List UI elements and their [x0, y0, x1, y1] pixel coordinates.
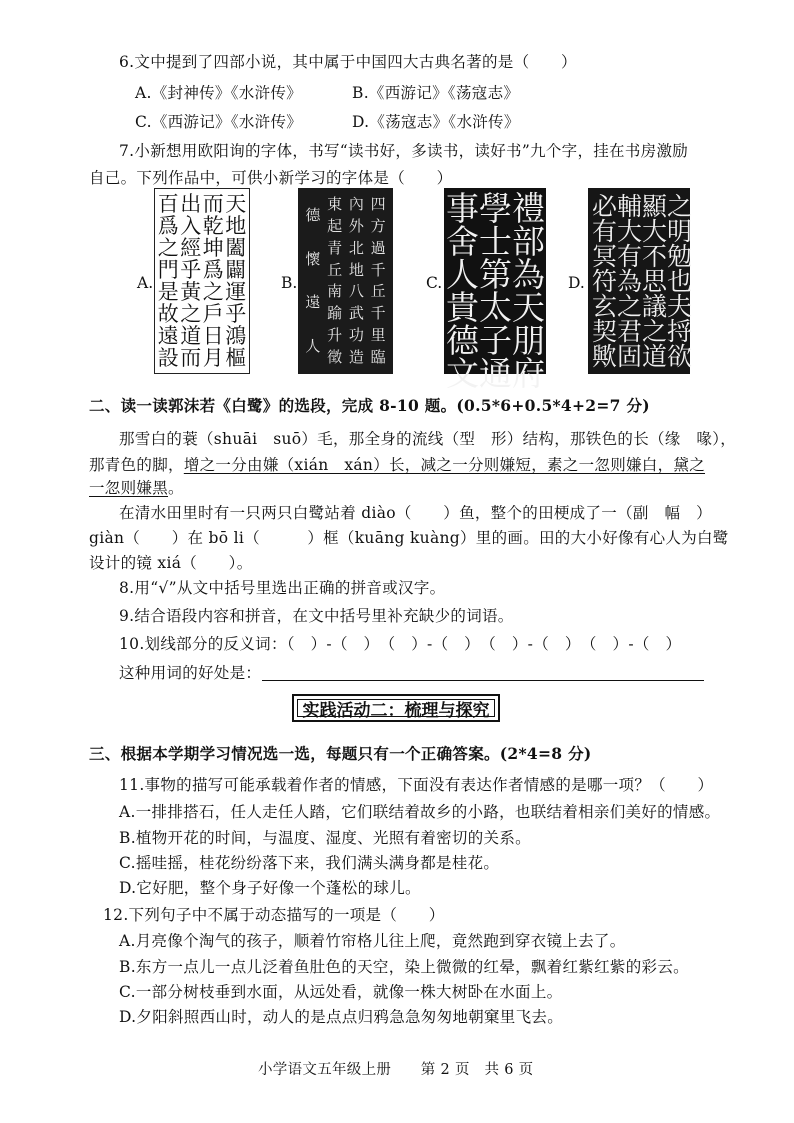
q12-option-c: C.一部分树枝垂到水面，从远处看，就像一株大树卧在水面上。 [119, 983, 563, 1001]
q11-option-a: A.一排排搭石，任人走任人踏，它们联结着故乡的小路，也联结着相亲们美好的情感。 [119, 803, 721, 821]
calligraphy-char: 地 [225, 213, 247, 238]
passage-p1-line3-end: 。 [168, 479, 184, 497]
calligraphy-d-col-1 [667, 192, 693, 371]
calligraphy-char: 大 [617, 217, 643, 246]
calligraphy-a-col-2 [203, 193, 224, 369]
calligraphy-char: 道 [180, 323, 202, 348]
q7-option-b-label: B. [281, 274, 298, 292]
calligraphy-c-col-3 [446, 189, 479, 393]
passage-p1-line2-plain: 那青色的脚， [89, 456, 184, 474]
calligraphy-char: 運 [225, 279, 247, 304]
calligraphy-char: 升 [327, 325, 343, 344]
calligraphy-char: 爲 [202, 257, 224, 282]
calligraphy-sample-b [298, 188, 393, 374]
calligraphy-char: 冥 [592, 242, 618, 271]
calligraphy-char: 德 [446, 321, 479, 360]
q9-stem: 9.结合语段内容和拼音，在文中括号里补充缺少的词语。 [119, 607, 514, 625]
calligraphy-char: 設 [157, 345, 179, 370]
q11-option-d: D.它好肥，整个身子好像一个蓬松的球儿。 [119, 879, 421, 897]
calligraphy-char: 東 [327, 195, 343, 214]
q7-option-c-label: C. [426, 274, 443, 292]
calligraphy-char: 符 [592, 267, 618, 296]
calligraphy-char: 文 [446, 354, 479, 393]
calligraphy-char: 也 [667, 267, 693, 296]
calligraphy-char: 遠 [305, 293, 321, 312]
calligraphy-char: 之 [617, 292, 643, 321]
calligraphy-char: 踰 [327, 304, 343, 323]
calligraphy-char: 思 [642, 267, 668, 296]
calligraphy-char: 勉 [667, 242, 693, 271]
calligraphy-char: 臨 [370, 347, 386, 366]
calligraphy-char: 契 [592, 317, 618, 346]
calligraphy-char: 君 [617, 317, 643, 346]
calligraphy-char: 禮 [512, 189, 545, 228]
calligraphy-char: 懷 [305, 249, 321, 268]
calligraphy-char: 德 [305, 206, 321, 225]
calligraphy-char: 之 [180, 301, 202, 326]
page-footer: 小学语文五年级上册 第 2 页 共 6 页 [258, 1062, 534, 1078]
calligraphy-char: 歟 [592, 342, 618, 371]
calligraphy-char: 月 [202, 345, 224, 370]
passage-underlined-text-2: 一忽则嫌黑 [89, 479, 169, 497]
calligraphy-char: 過 [370, 238, 386, 257]
passage-p1-line1: 那雪白的蓑（shuāi suō）毛，那全身的流线（型 形）结构，那铁色的长（缘 喙）， [119, 430, 737, 448]
q7-stem-line1: 7.小新想用欧阳询的字体，书写“读书好，多读书，读好书”九个字，挂在书房激励 [119, 142, 689, 160]
calligraphy-a-col-3 [180, 193, 201, 369]
calligraphy-char: 徵 [327, 347, 343, 366]
calligraphy-char: 事 [446, 189, 479, 228]
calligraphy-char: 人 [305, 336, 321, 355]
passage-p2-line3: 设计的镜 xiá（ ）。 [89, 554, 253, 572]
calligraphy-char: 朋 [512, 321, 545, 360]
q6-option-b: B.《西游记》《荡寇志》 [352, 84, 520, 102]
calligraphy-char: 天 [512, 288, 545, 327]
q6-option-d: D.《荡寇志》《水浒传》 [352, 113, 520, 131]
q12-option-b: B.东方一点儿一点儿泛着鱼肚色的天空，染上微微的红晕，飘着红紫红紫的彩云。 [119, 958, 689, 976]
q12-stem: 12.下列句子中不属于动态描写的一项是（ ） [103, 906, 445, 924]
q6-option-a: A.《封神传》《水浒传》 [135, 84, 302, 102]
calligraphy-char: 而 [180, 345, 202, 370]
calligraphy-char: 議 [642, 292, 668, 321]
calligraphy-char: 而 [202, 191, 224, 216]
q11-option-c: C.摇哇摇，桂花纷纷落下来，我们满头满身都是桂花。 [119, 854, 500, 872]
q6-stem: 6.文中提到了四部小说，其中属于中国四大古典名著的是（ ） [119, 53, 577, 71]
calligraphy-char: 有 [617, 242, 643, 271]
calligraphy-char: 學 [479, 189, 512, 228]
calligraphy-char: 部 [512, 222, 545, 261]
calligraphy-char: 子 [479, 321, 512, 360]
calligraphy-b-col-1 [371, 194, 386, 368]
calligraphy-sample-a [154, 188, 250, 374]
calligraphy-char: 遠 [157, 323, 179, 348]
calligraphy-char: 通 [479, 354, 512, 393]
calligraphy-tile-c [444, 188, 546, 393]
calligraphy-char: 明 [667, 217, 693, 246]
calligraphy-char: 武 [348, 304, 364, 323]
calligraphy-c-col-2 [479, 189, 512, 393]
calligraphy-char: 欲 [667, 342, 693, 371]
calligraphy-char: 闢 [225, 257, 247, 282]
calligraphy-tile-a [154, 188, 250, 374]
calligraphy-char: 道 [642, 342, 668, 371]
q10-reason-label: 这种用词的好处是： [119, 664, 262, 682]
calligraphy-char: 有 [592, 217, 618, 246]
calligraphy-char: 起 [327, 217, 343, 236]
calligraphy-char: 輔 [617, 192, 643, 221]
calligraphy-char: 是 [157, 279, 179, 304]
calligraphy-char: 樞 [225, 345, 247, 370]
calligraphy-char: 故 [157, 301, 179, 326]
calligraphy-tile-d [588, 188, 693, 374]
calligraphy-char: 人 [446, 255, 479, 294]
calligraphy-char: 為 [512, 255, 545, 294]
calligraphy-char: 為 [617, 267, 643, 296]
calligraphy-char: 里 [370, 325, 386, 344]
q6-option-c: C.《西游记》《水浒传》 [135, 113, 303, 131]
calligraphy-char: 必 [592, 192, 618, 221]
q7-option-a-label: A. [137, 274, 154, 292]
calligraphy-char: 爲 [157, 213, 179, 238]
calligraphy-d-col-2 [642, 192, 668, 371]
calligraphy-char: 黃 [180, 279, 202, 304]
calligraphy-char: 之 [157, 235, 179, 260]
calligraphy-char: 之 [642, 317, 668, 346]
calligraphy-char: 夫 [667, 292, 693, 321]
calligraphy-char: 乎 [225, 301, 247, 326]
calligraphy-char: 方 [370, 217, 386, 236]
calligraphy-b-col-4 [305, 194, 320, 368]
calligraphy-char: 門 [157, 257, 179, 282]
calligraphy-char: 百 [157, 191, 179, 216]
q10-stem: 10.划线部分的反义词：（ ）-（ ） （ ）-（ ） （ ）-（ ） （ ）-（ ） [119, 635, 682, 653]
calligraphy-char: 顯 [642, 192, 668, 221]
calligraphy-char: 地 [348, 260, 364, 279]
calligraphy-char: 玄 [592, 292, 618, 321]
calligraphy-char: 乾 [202, 213, 224, 238]
calligraphy-char: 鴻 [225, 323, 247, 348]
calligraphy-char: 四 [370, 195, 386, 214]
calligraphy-char: 千 [370, 304, 386, 323]
calligraphy-char: 闔 [225, 235, 247, 260]
calligraphy-char: 貴 [446, 288, 479, 327]
q8-stem: 8.用“√”从文中括号里选出正确的拼音或汉字。 [119, 579, 446, 597]
calligraphy-char: 千 [370, 260, 386, 279]
calligraphy-char: 舍 [446, 222, 479, 261]
q12-option-a: A.月亮像个淘气的孩子，顺着竹帘格儿往上爬，竟然跑到穿衣镜上去了。 [119, 932, 626, 950]
calligraphy-char: 北 [348, 238, 364, 257]
calligraphy-char: 之 [202, 279, 224, 304]
calligraphy-b-col-3 [327, 194, 342, 368]
calligraphy-char: 坤 [202, 235, 224, 260]
calligraphy-char: 青 [327, 238, 343, 257]
calligraphy-sample-d [588, 188, 693, 374]
calligraphy-char: 捋 [667, 317, 693, 346]
passage-p2-line2: giàn（ ）在 bō li（ ）框（kuāng kuàng）里的画。田的大小好像有心人为白鹭 [89, 529, 729, 547]
passage-p1-line2 [89, 453, 705, 475]
section-3-title: 三、根据本学期学习情况选一选，每题只有一个正确答案。(2*4=8 分) [89, 744, 592, 763]
calligraphy-char: 功 [348, 325, 364, 344]
calligraphy-char: 經 [180, 235, 202, 260]
calligraphy-char: 不 [642, 242, 668, 271]
calligraphy-char: 之 [667, 192, 693, 221]
passage-p2-line1: 在清水田里时有一只两只白鹭站着 diào（ ）鱼，整个的田梗成了一（副 幅 ） [119, 504, 712, 522]
calligraphy-c-col-1 [512, 189, 545, 393]
calligraphy-char: 八 [348, 282, 364, 301]
calligraphy-b-col-2 [349, 194, 364, 368]
calligraphy-a-col-4 [158, 193, 179, 369]
calligraphy-char: 士 [479, 222, 512, 261]
calligraphy-char: 第 [479, 255, 512, 294]
calligraphy-char: 造 [348, 347, 364, 366]
calligraphy-sample-c [444, 188, 546, 393]
calligraphy-char: 大 [642, 217, 668, 246]
q11-stem: 11.事物的描写可能承载着作者的情感，下面没有表达作者情感的是哪一项？（ ） [119, 776, 714, 794]
calligraphy-char: 外 [348, 217, 364, 236]
q7-option-d-label: D. [568, 274, 585, 292]
calligraphy-char: 丘 [370, 282, 386, 301]
calligraphy-char: 丘 [327, 260, 343, 279]
calligraphy-char: 入 [180, 213, 202, 238]
calligraphy-char: 日 [202, 323, 224, 348]
calligraphy-char: 戶 [202, 301, 224, 326]
section-2-title: 二、读一读郭沫若《白鹭》的选段，完成 8-10 题。(0.5*6+0.5*4+2=7 分) [89, 396, 650, 415]
q10-answer-line [262, 680, 704, 681]
calligraphy-char: 南 [327, 282, 343, 301]
passage-underlined-text-1: 增之一分由嫌（xián xán）长，减之一分则嫌短，素之一忽则嫌白，黛之 [183, 456, 706, 474]
calligraphy-d-col-3 [617, 192, 643, 371]
calligraphy-char: 太 [479, 288, 512, 327]
calligraphy-char: 出 [180, 191, 202, 216]
q7-stem-line2: 自己。下列作品中，可供小新学习的字体是（ ） [89, 169, 453, 187]
calligraphy-tile-b [298, 188, 393, 374]
q11-option-b: B.植物开花的时间，与温度、湿度、光照有着密切的关系。 [119, 829, 531, 847]
calligraphy-d-col-4 [592, 192, 618, 371]
calligraphy-char: 天 [225, 191, 247, 216]
passage-p1-line3 [89, 476, 184, 498]
calligraphy-char: 府 [512, 354, 545, 393]
calligraphy-a-col-1 [225, 193, 246, 369]
calligraphy-char: 內 [348, 195, 364, 214]
calligraphy-char: 乎 [180, 257, 202, 282]
q12-option-d: D.夕阳斜照西山时，动人的是点点归鸦急急匆匆地朝窠里飞去。 [119, 1008, 564, 1026]
calligraphy-char: 固 [617, 342, 643, 371]
practice-activity-title: 实践活动二：梳理与探究 [292, 694, 500, 722]
